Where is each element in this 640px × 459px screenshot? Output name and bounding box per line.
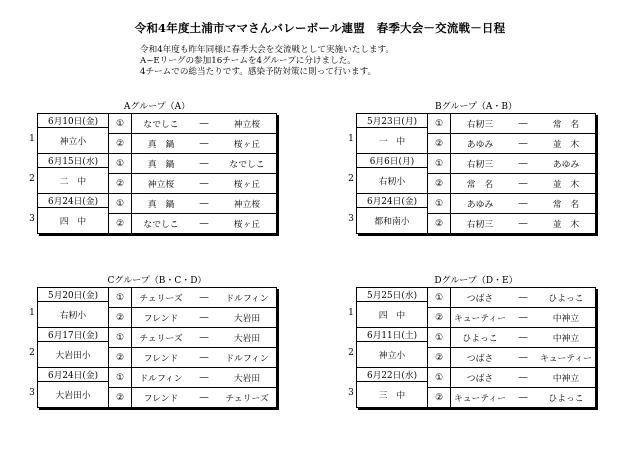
- round-date: 5月23日(月): [357, 114, 428, 128]
- round-venue: [29, 342, 109, 368]
- match-cell: [132, 114, 277, 134]
- versus-dash: ―: [199, 292, 209, 303]
- round-number: 1: [29, 308, 35, 318]
- versus-dash: ―: [199, 218, 209, 229]
- team-a: 右籾三: [466, 120, 494, 130]
- match-number: ①: [109, 194, 132, 214]
- versus-dash: ―: [199, 118, 209, 129]
- team-a: 常 名: [466, 180, 494, 190]
- versus-dash: ―: [518, 158, 528, 169]
- round-venue: [29, 208, 109, 234]
- round-date-row: [38, 114, 277, 128]
- team-b: 大岩田: [233, 334, 261, 344]
- match-cell: [132, 194, 277, 214]
- versus-dash: ―: [518, 118, 528, 129]
- round-date: 6月24日(金): [38, 194, 109, 208]
- team-a: つばさ: [466, 374, 494, 384]
- match-cell: [132, 308, 277, 328]
- match-number: ①: [428, 154, 451, 174]
- match-cell: [132, 214, 277, 234]
- match-cell: [451, 368, 596, 388]
- round-date: 6月24日(金): [357, 194, 428, 208]
- group-block: [29, 276, 277, 408]
- team-a: あゆみ: [466, 200, 494, 210]
- match-number: ②: [428, 308, 451, 328]
- group-schedule-table: [29, 287, 277, 408]
- team-b: 中神立: [552, 374, 580, 384]
- team-a: フレンド: [143, 314, 179, 324]
- match-cell: [451, 154, 596, 174]
- group-title: Bグループ（A・B）: [434, 102, 517, 112]
- match-cell: [451, 348, 596, 368]
- round-date: 6月24日(金): [38, 368, 109, 382]
- venue-name: 一 中: [378, 137, 406, 147]
- group-block: [348, 102, 596, 234]
- group-title: Dグループ（D・E）: [434, 276, 518, 286]
- team-b: キューティー: [539, 354, 593, 364]
- team-a: キューティー: [453, 314, 507, 324]
- venue-name: 都和南小: [374, 217, 410, 227]
- match-number: ①: [428, 194, 451, 214]
- match-number: ①: [428, 288, 451, 308]
- match-cell: [451, 114, 596, 134]
- round-date-row: [357, 114, 596, 128]
- round-venue: [29, 128, 109, 154]
- match-cell: [132, 134, 277, 154]
- round-number: 3: [348, 214, 354, 224]
- versus-dash: ―: [199, 352, 209, 363]
- versus-dash: ―: [199, 392, 209, 403]
- versus-dash: ―: [518, 178, 528, 189]
- match-cell: [451, 288, 596, 308]
- match-cell: [132, 368, 277, 388]
- team-a: つばさ: [466, 294, 494, 304]
- versus-dash: ―: [199, 372, 209, 383]
- match-number: ②: [109, 388, 132, 408]
- match-number: ①: [428, 368, 451, 388]
- match-cell: [451, 214, 596, 234]
- round-date-row: [38, 368, 277, 382]
- round-number: 2: [348, 174, 354, 184]
- team-b: ひよっこ: [548, 394, 584, 404]
- versus-dash: ―: [199, 178, 209, 189]
- match-number: ①: [109, 154, 132, 174]
- team-b: 桜ヶ丘: [233, 140, 261, 150]
- round-date-row: [38, 154, 277, 168]
- match-cell: [451, 388, 596, 408]
- round-number: 1: [29, 134, 35, 144]
- match-cell: [451, 134, 596, 154]
- match-number: ①: [428, 114, 451, 134]
- team-a: フレンド: [143, 354, 179, 364]
- venue-name: 大岩田小: [55, 391, 91, 401]
- group-block: [29, 102, 277, 234]
- round-number: 3: [29, 388, 35, 398]
- team-b: 中神立: [552, 334, 580, 344]
- team-b: 並 木: [552, 180, 580, 190]
- versus-dash: ―: [518, 138, 528, 149]
- versus-dash: ―: [518, 198, 528, 209]
- match-cell: [451, 174, 596, 194]
- team-a: なでしこ: [143, 220, 179, 230]
- venue-name: 神立小: [378, 351, 406, 361]
- round-venue: [348, 302, 428, 328]
- team-a: ひよっこ: [462, 334, 498, 344]
- group-title: Aグループ（A）: [123, 102, 191, 112]
- venue-name: 神立小: [59, 137, 87, 147]
- versus-dash: ―: [518, 292, 528, 303]
- match-cell: [132, 348, 277, 368]
- match-number: ①: [109, 368, 132, 388]
- team-b: 中神立: [552, 314, 580, 324]
- round-venue: [348, 382, 428, 408]
- match-number: ②: [428, 348, 451, 368]
- round-venue: [348, 208, 428, 234]
- team-a: 真 鍋: [147, 200, 175, 210]
- versus-dash: ―: [518, 372, 528, 383]
- team-a: 右籾三: [466, 160, 494, 170]
- round-date-row: [357, 368, 596, 382]
- team-b: 常 名: [552, 120, 580, 130]
- team-a: 真 鍋: [147, 160, 175, 170]
- round-date: 6月10日(金): [38, 114, 109, 128]
- team-b: ドルフィン: [225, 354, 269, 364]
- team-b: ドルフィン: [225, 294, 269, 304]
- match-cell: [451, 308, 596, 328]
- venue-name: 四 中: [378, 311, 406, 321]
- round-venue: [348, 342, 428, 368]
- round-date-row: [38, 288, 277, 302]
- team-b: 大岩田: [233, 314, 261, 324]
- team-a: なでしこ: [143, 120, 179, 130]
- team-b: 大岩田: [233, 374, 261, 384]
- match-cell: [132, 328, 277, 348]
- team-b: 並 木: [552, 220, 580, 230]
- versus-dash: ―: [518, 332, 528, 343]
- round-date: 6月15日(水): [38, 154, 109, 168]
- match-number: ①: [109, 328, 132, 348]
- round-number: 3: [348, 388, 354, 398]
- venue-name: 二 中: [59, 177, 87, 187]
- round-number: 3: [29, 214, 35, 224]
- versus-dash: ―: [518, 312, 528, 323]
- team-b: なでしこ: [229, 160, 265, 170]
- round-venue: [29, 168, 109, 194]
- match-number: ②: [428, 388, 451, 408]
- round-number: 1: [348, 134, 354, 144]
- team-b: 常 名: [552, 200, 580, 210]
- round-date-row: [38, 194, 277, 208]
- team-a: チェリーズ: [139, 294, 183, 304]
- match-cell: [132, 154, 277, 174]
- match-number: ②: [428, 134, 451, 154]
- round-date-row: [357, 328, 596, 342]
- venue-name: 四 中: [59, 217, 87, 227]
- team-b: あゆみ: [552, 160, 580, 170]
- versus-dash: ―: [518, 218, 528, 229]
- team-b: 並 木: [552, 140, 580, 150]
- versus-dash: ―: [199, 158, 209, 169]
- match-number: ②: [109, 174, 132, 194]
- venue-name: 三 中: [378, 391, 406, 401]
- group-schedule-table: [348, 287, 596, 408]
- versus-dash: ―: [518, 392, 528, 403]
- versus-dash: ―: [518, 352, 528, 363]
- round-venue: [29, 382, 109, 408]
- team-b: 桜ヶ丘: [233, 220, 261, 230]
- group-schedule-table: [348, 113, 596, 234]
- intro-text: [140, 45, 394, 78]
- round-date-row: [357, 288, 596, 302]
- round-number: 2: [348, 348, 354, 358]
- round-date-row: [38, 328, 277, 342]
- intro-line: 4チームでの総当たりです。感染予防対策に則って行います。: [140, 67, 377, 77]
- team-a: チェリーズ: [139, 334, 183, 344]
- match-number: ②: [428, 214, 451, 234]
- versus-dash: ―: [199, 198, 209, 209]
- match-number: ①: [428, 328, 451, 348]
- match-cell: [451, 194, 596, 214]
- match-number: ②: [109, 308, 132, 328]
- versus-dash: ―: [199, 312, 209, 323]
- team-b: 神立桜: [233, 200, 261, 210]
- match-number: ②: [428, 174, 451, 194]
- group-schedule-table: [29, 113, 277, 234]
- versus-dash: ―: [199, 138, 209, 149]
- round-venue: [348, 128, 428, 154]
- match-cell: [132, 288, 277, 308]
- team-a: ドルフィン: [139, 374, 183, 384]
- match-number: ②: [109, 134, 132, 154]
- page-title: 令和4年度土浦市ママさんバレーボール連盟 春季大会－交流戦－日程: [134, 21, 506, 35]
- team-a: 右籾三: [466, 220, 494, 230]
- team-b: ひよっこ: [548, 294, 584, 304]
- match-cell: [132, 174, 277, 194]
- team-b: 神立桜: [233, 120, 261, 130]
- match-number: ①: [109, 288, 132, 308]
- match-number: ②: [109, 348, 132, 368]
- round-number: 1: [348, 308, 354, 318]
- team-a: あゆみ: [466, 140, 494, 150]
- group-block: [348, 276, 596, 408]
- team-a: フレンド: [143, 394, 179, 404]
- match-number: ①: [109, 114, 132, 134]
- match-cell: [132, 388, 277, 408]
- team-a: つばさ: [466, 354, 494, 364]
- venue-name: 右籾小: [378, 177, 406, 187]
- team-b: チェリーズ: [225, 394, 269, 404]
- intro-line: A~Eリーグの参加16チームを4グループに分けました。: [140, 56, 356, 66]
- match-cell: [451, 328, 596, 348]
- round-date: 6月22日(水): [357, 368, 428, 382]
- match-number: ②: [109, 214, 132, 234]
- team-b: 桜ヶ丘: [233, 180, 261, 190]
- round-date: 6月17日(金): [38, 328, 109, 342]
- round-date-row: [357, 154, 596, 168]
- venue-name: 右籾小: [59, 311, 87, 321]
- round-number: 2: [29, 174, 35, 184]
- round-date: 5月20日(金): [38, 288, 109, 302]
- group-title: Cグループ（B・C・D）: [107, 276, 207, 286]
- team-a: 神立桜: [147, 180, 175, 190]
- versus-dash: ―: [199, 332, 209, 343]
- round-date: 6月11日(土): [357, 328, 428, 342]
- team-a: 真 鍋: [147, 140, 175, 150]
- venue-name: 大岩田小: [55, 351, 91, 361]
- round-date: 5月25日(水): [357, 288, 428, 302]
- intro-line: 令和4年度も昨年同様に春季大会を交流戦として実施いたします。: [140, 45, 394, 55]
- round-venue: [29, 302, 109, 328]
- round-date: 6月6日(月): [357, 154, 428, 168]
- round-venue: [348, 168, 428, 194]
- round-date-row: [357, 194, 596, 208]
- round-number: 2: [29, 348, 35, 358]
- team-a: キューティー: [453, 394, 507, 404]
